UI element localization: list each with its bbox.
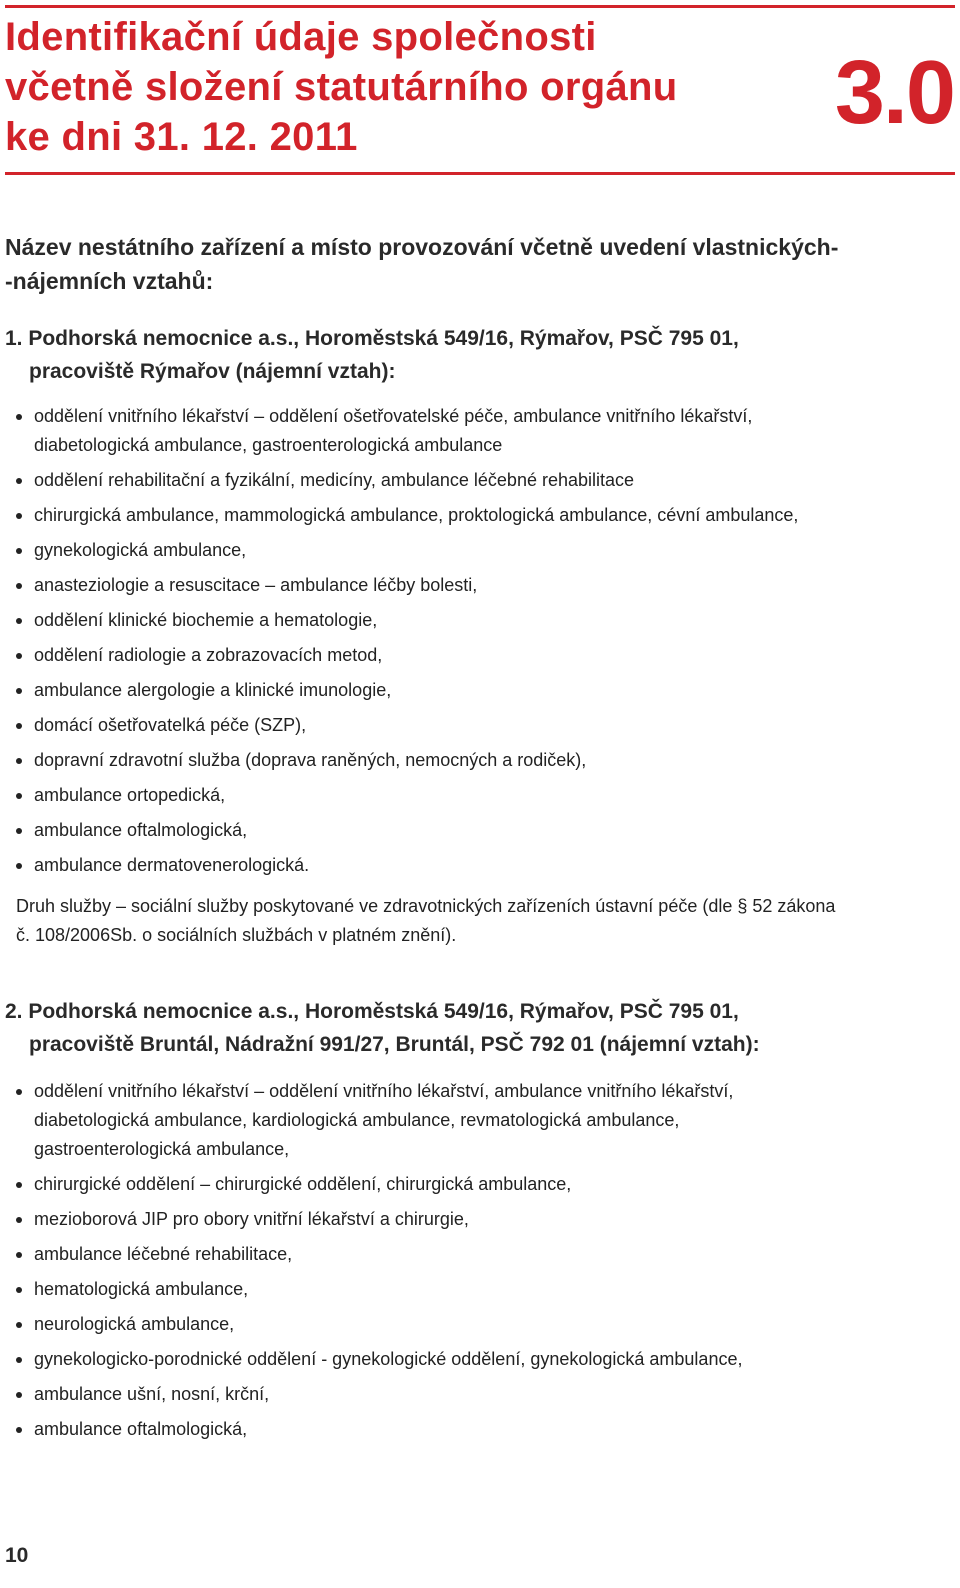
list-item [0, 571, 950, 600]
list-item [0, 746, 950, 775]
list-item [0, 676, 950, 705]
note-line: Druh služby – sociální služby poskytované ve zdravotnických zařízeních ústavní péče (dle § 52 zákona [16, 896, 836, 916]
list-item-text: ambulance ortopedická, [34, 785, 226, 805]
list-item-text: neurologická ambulance, [34, 1314, 235, 1334]
list-item [0, 1170, 950, 1199]
list-item [0, 466, 950, 495]
list-item-text: mezioborová JIP pro obory vnitřní lékařství a chirurgie, [34, 1209, 469, 1229]
list-item [0, 641, 950, 670]
list-item-text: anasteziologie a resuscitace – ambulance léčby bolesti, [34, 575, 478, 595]
list-item [0, 816, 950, 845]
bullet-icon [16, 583, 22, 589]
bullet-icon [16, 1392, 22, 1398]
facility-title-line: pracoviště Bruntál, Nádražní 991/27, Bruntál, PSČ 792 01 (nájemní vztah): [29, 1033, 760, 1056]
list-item-text: chirurgické oddělení – chirurgické oddělení, chirurgická ambulance, [34, 1174, 572, 1194]
bullet-icon [16, 723, 22, 729]
list-item [0, 711, 950, 740]
facility-2-list [0, 1077, 950, 1450]
list-item-text: hematologická ambulance, [34, 1279, 249, 1299]
list-item-text: gynekologická ambulance, [34, 540, 247, 560]
list-item-text: oddělení klinické biochemie a hematologie, [34, 610, 378, 630]
bullet-icon [16, 1427, 22, 1433]
service-note [16, 892, 946, 950]
list-item-text: ambulance léčebné rehabilitace, [34, 1244, 293, 1264]
bullet-icon [16, 758, 22, 764]
bullet-icon [16, 1357, 22, 1363]
list-item [0, 1310, 950, 1339]
list-item-text: ambulance oftalmologická, [34, 820, 248, 840]
list-item-text: oddělení rehabilitační a fyzikální, medicíny, ambulance léčebné rehabilitace [34, 470, 635, 490]
page-title [5, 12, 765, 162]
bullet-icon [16, 863, 22, 869]
bullet-icon [16, 828, 22, 834]
list-item [0, 1415, 950, 1444]
list-item [0, 1345, 950, 1374]
list-item-text: diabetologická ambulance, kardiologická ambulance, revmatologická ambulance, [34, 1110, 680, 1130]
list-item-text: gastroenterologická ambulance, [34, 1139, 290, 1159]
list-item [0, 1077, 950, 1164]
bullet-icon [16, 1217, 22, 1223]
section-heading-line: -nájemních vztahů: [5, 268, 214, 294]
list-item [0, 1205, 950, 1234]
top-rule [5, 5, 955, 8]
bullet-icon [16, 414, 22, 420]
list-item-text: diabetologická ambulance, gastroenterologická ambulance [34, 435, 503, 455]
facility-1-list [0, 402, 950, 886]
facility-title-line: 2. Podhorská nemocnice a.s., Horoměstská 549/16, Rýmařov, PSČ 795 01, [5, 1000, 739, 1023]
list-item-text: oddělení vnitřního lékařství – oddělení vnitřního lékařství, ambulance vnitřního lékařství, [34, 1081, 734, 1101]
bullet-icon [16, 1322, 22, 1328]
title-line: včetně složení statutárního orgánu [5, 65, 678, 109]
bullet-icon [16, 548, 22, 554]
bullet-icon [16, 1089, 22, 1095]
list-item [0, 1240, 950, 1269]
facility-2-title [5, 995, 945, 1061]
bullet-icon [16, 618, 22, 624]
section-heading [5, 230, 945, 298]
list-item-text: dopravní zdravotní služba (doprava raněných, nemocných a rodiček), [34, 750, 587, 770]
title-line: ke dni 31. 12. 2011 [5, 115, 358, 159]
list-item-text: oddělení vnitřního lékařství – oddělení ošetřovatelské péče, ambulance vnitřního lékařství, [34, 406, 753, 426]
bullet-icon [16, 1182, 22, 1188]
list-item [0, 501, 950, 530]
list-item-text: chirurgická ambulance, mammologická ambulance, proktologická ambulance, cévní ambulance, [34, 505, 799, 525]
bullet-icon [16, 1287, 22, 1293]
chapter-number: 3.0 [834, 43, 954, 143]
bullet-icon [16, 653, 22, 659]
list-item-text: oddělení radiologie a zobrazovacích metod, [34, 645, 383, 665]
list-item-text: ambulance ušní, nosní, krční, [34, 1384, 270, 1404]
list-item [0, 536, 950, 565]
list-item [0, 781, 950, 810]
bullet-icon [16, 1252, 22, 1258]
list-item-text: domácí ošetřovatelká péče (SZP), [34, 715, 307, 735]
page-number: 10 [5, 1544, 29, 1567]
list-item [0, 1275, 950, 1304]
list-item [0, 851, 950, 880]
facility-title-line: pracoviště Rýmařov (nájemní vztah): [29, 360, 396, 383]
bullet-icon [16, 688, 22, 694]
list-item [0, 1380, 950, 1409]
list-item [0, 606, 950, 635]
bullet-icon [16, 513, 22, 519]
facility-title-line: 1. Podhorská nemocnice a.s., Horoměstská 549/16, Rýmařov, PSČ 795 01, [5, 327, 739, 350]
bullet-icon [16, 793, 22, 799]
list-item-text: ambulance oftalmologická, [34, 1419, 248, 1439]
section-heading-line: Název nestátního zařízení a místo provozování včetně uvedení vlastnických- [5, 234, 839, 260]
facility-1-title [5, 322, 945, 388]
title-line: Identifikační údaje společnosti [5, 15, 597, 59]
list-item-text: ambulance dermatovenerologická. [34, 855, 310, 875]
list-item [0, 402, 950, 460]
note-line: č. 108/2006Sb. o sociálních službách v platném znění). [16, 925, 457, 945]
header-rule [5, 172, 955, 175]
bullet-icon [16, 478, 22, 484]
list-item-text: ambulance alergologie a klinické imunologie, [34, 680, 392, 700]
list-item-text: gynekologicko-porodnické oddělení - gynekologické oddělení, gynekologická ambulance, [34, 1349, 743, 1369]
